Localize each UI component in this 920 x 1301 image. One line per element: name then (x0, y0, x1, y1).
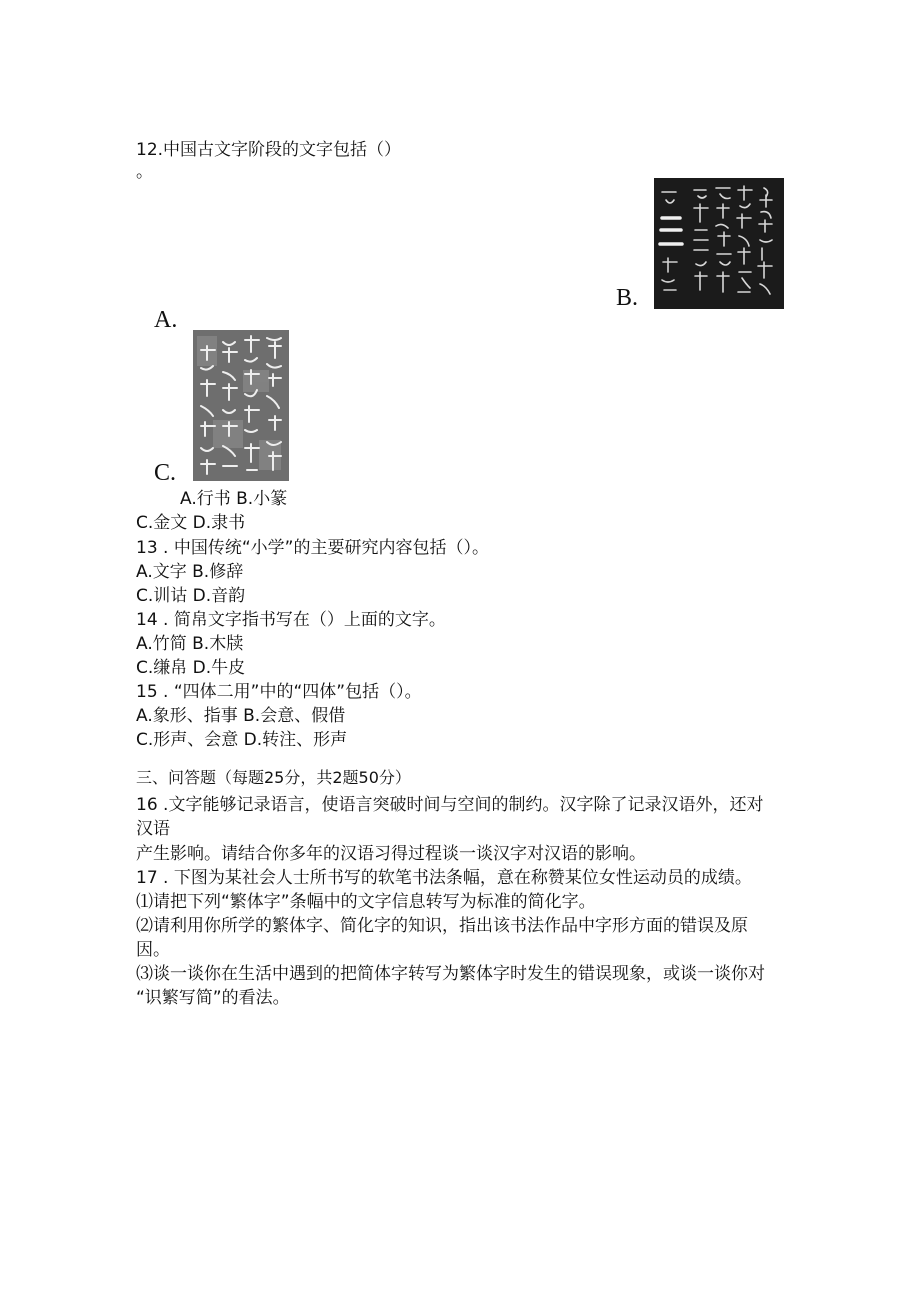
q13-options-line2: C.训诂 D.音韵 (136, 586, 246, 606)
q17-sub1: ⑴请把下列“繁体字”条幅中的文字信息转写为标准的简化字。 (136, 892, 596, 912)
q14-stem: 14 . 简帛文字指书写在（）上面的文字。 (136, 610, 446, 630)
q17-sub3b: “识繁写简”的看法。 (136, 988, 290, 1008)
figure-label-a: A. (154, 307, 178, 333)
q17-sub2a: ⑵请利用你所学的繁体字、简化字的知识，指出该书法作品中字形方面的错误及原 (136, 916, 748, 936)
q12-stem-cont: 。 (136, 162, 153, 182)
figure-label-c: C. (154, 460, 177, 486)
q16-line3: 产生影响。请结合你多年的汉语习得过程谈一谈汉字对汉语的影响。 (136, 844, 646, 864)
q13-options-line1: A.文字 B.修辞 (136, 562, 244, 582)
q12-options-line1: A.行书 B.小篆 (180, 489, 288, 509)
section3-heading: 三、问答题（每题25分，共2题50分） (136, 768, 411, 787)
q14-options-line2: C.缣帛 D.牛皮 (136, 658, 246, 678)
q16-line1: 16 .文字能够记录语言，使语言突破时间与空间的制约。汉字除了记录汉语外，还对 (136, 795, 764, 815)
inscription-image-c (193, 330, 289, 481)
q14-options-line1: A.竹简 B.木牍 (136, 634, 244, 654)
q17-sub3a: ⑶谈一谈你在生活中遇到的把简体字转写为繁体字时发生的错误现象，或谈一谈你对 (136, 964, 765, 984)
figure-label-b: B. (616, 285, 639, 311)
q15-options-line2: C.形声、会意 D.转注、形声 (136, 730, 348, 750)
q17-sub2b: 因。 (136, 940, 170, 960)
q17-line1: 17 . 下图为某社会人士所书写的软笔书法条幅，意在称赞某位女性运动员的成绩。 (136, 868, 752, 888)
q12-options-line2: C.金文 D.隶书 (136, 513, 246, 533)
q13-stem: 13 . 中国传统“小学”的主要研究内容包括（）。 (136, 538, 489, 558)
q15-options-line1: A.象形、指事 B.会意、假借 (136, 706, 346, 726)
q15-stem: 15 . “四体二用”中的“四体”包括（）。 (136, 682, 422, 702)
q16-line2: 汉语 (136, 819, 170, 839)
inscription-image-b (654, 178, 784, 309)
q12-stem: 12.中国古文字阶段的文字包括（） (136, 140, 402, 160)
